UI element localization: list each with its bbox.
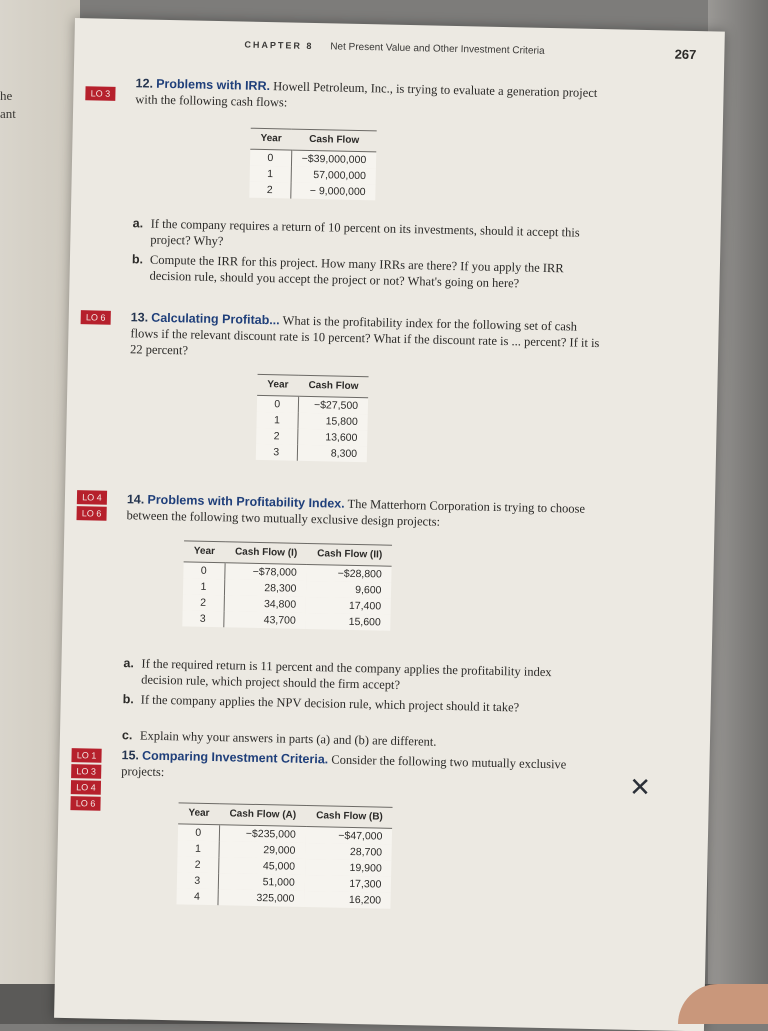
- cash-flow-cell: 29,000: [219, 841, 306, 859]
- problem-12-part-a: [132, 215, 603, 257]
- problem-15: [121, 747, 592, 789]
- cash-flow-cell: −$78,000: [224, 563, 307, 581]
- column-header: Year: [250, 128, 292, 150]
- cash-flow-cell: −$27,500: [298, 396, 368, 414]
- year-cell: 1: [256, 412, 297, 429]
- column-header: Cash Flow: [298, 375, 368, 397]
- cash-flow-table-12: [249, 128, 377, 201]
- year-cell: 1: [250, 166, 291, 183]
- problem-body: Howell Petroleum, Inc., is trying to evaluate a generation project with the following cash flows:: [135, 79, 598, 110]
- column-header: Cash Flow (A): [219, 804, 306, 827]
- lo-tag: LO 4: [71, 780, 101, 795]
- year-cell: 1: [183, 578, 224, 595]
- learning-objective-tags: [76, 490, 107, 521]
- lo-tag: LO 6: [81, 310, 111, 325]
- cash-flow-cell: 51,000: [218, 873, 305, 891]
- running-header: [244, 40, 544, 57]
- excel-icon: ✕: [628, 771, 652, 803]
- cash-flow-cell: −$39,000,000: [291, 150, 376, 168]
- year-cell: 0: [178, 824, 219, 841]
- problem-body: Consider the following two mutually exclusive projects:: [121, 752, 567, 780]
- cash-flow-cell: 45,000: [218, 857, 305, 875]
- cash-flow-cell: −$47,000: [306, 827, 393, 845]
- table-row: [176, 888, 391, 908]
- problem-body: The Matterhorn Corporation is trying to choose between the following two mutually exclusive design projects:: [126, 496, 586, 529]
- cash-flow-cell: 34,800: [224, 595, 307, 613]
- problem-number: 14.: [126, 492, 145, 507]
- year-cell: 2: [177, 856, 218, 873]
- cash-flow-cell: 9,600: [306, 581, 391, 599]
- year-cell: 0: [257, 395, 298, 412]
- cash-flow-cell: 28,300: [224, 579, 307, 597]
- column-header: Year: [184, 541, 226, 563]
- learning-objective-tags: [70, 748, 101, 811]
- problem-14: [126, 491, 597, 533]
- cash-flow-cell: 8,300: [297, 445, 367, 462]
- year-cell: 0: [250, 149, 291, 166]
- year-cell: 3: [177, 872, 218, 889]
- problem-number: 15.: [121, 748, 140, 763]
- problem-title: Problems with Profitability Index.: [147, 492, 345, 511]
- problem-number: 13.: [130, 310, 149, 325]
- lo-tag: LO 4: [77, 490, 107, 505]
- page-number: 267: [674, 46, 697, 63]
- chapter-label: CHAPTER 8: [244, 39, 314, 51]
- textbook-page: [54, 18, 725, 1031]
- cash-flow-cell: 17,300: [305, 875, 392, 893]
- cash-flow-cell: −$28,800: [307, 564, 392, 582]
- cash-flow-table-14: [182, 540, 392, 630]
- table-row: [249, 182, 375, 201]
- cash-flow-cell: 13,600: [297, 429, 367, 446]
- cash-flow-cell: 15,600: [306, 613, 391, 631]
- part-text: If the company applies the NPV decision rule, which project should it take?: [140, 692, 520, 715]
- cash-flow-table-15: [176, 802, 393, 908]
- year-cell: 0: [183, 562, 224, 579]
- part-label: b.: [131, 252, 144, 267]
- problem-number: 12.: [135, 76, 154, 91]
- cash-flow-cell: 19,900: [305, 859, 392, 877]
- part-text: If the required return is 11 percent and the company applies the profitability index decision rule, which project should the firm accept?: [141, 656, 552, 692]
- cash-flow-cell: 43,700: [223, 611, 306, 629]
- cash-flow-table-13: [256, 374, 369, 462]
- year-cell: 2: [256, 428, 297, 445]
- problem-title: Comparing Investment Criteria.: [141, 748, 329, 767]
- part-text: If the company requires a return of 10 percent on its investments, should it accept this project? Why?: [150, 216, 580, 249]
- column-header: Cash Flow (B): [306, 806, 393, 829]
- cash-flow-cell: 15,800: [298, 413, 368, 430]
- part-text: Compute the IRR for this project. How many IRRs are there? If you apply the IRR decision rule, should you accept the project or not? What's going on here?: [149, 252, 564, 291]
- part-text: Explain why your answers in parts (a) and (b) are different.: [139, 728, 437, 749]
- column-header: Cash Flow: [291, 129, 376, 152]
- problem-title: Calculating Profitab...: [151, 310, 280, 328]
- part-label: b.: [122, 692, 134, 707]
- column-header: Cash Flow (I): [225, 542, 308, 565]
- year-cell: 4: [176, 888, 217, 905]
- problem-body: What is the profitability index for the following set of cash flows if the relevant discount rate is 10 percent? What if the discount rate is ... percent? If it is 22 percent?: [129, 313, 600, 358]
- cash-flow-cell: 17,400: [306, 597, 391, 615]
- problem-title: Problems with IRR.: [156, 76, 271, 94]
- part-label: c.: [121, 728, 133, 743]
- part-label: a.: [123, 656, 135, 671]
- year-cell: 3: [256, 444, 297, 461]
- cash-flow-cell: 325,000: [218, 889, 305, 907]
- cash-flow-cell: −$235,000: [219, 825, 306, 843]
- lo-tag: LO 3: [71, 764, 101, 779]
- problem-12-part-b: [131, 251, 602, 293]
- year-cell: 3: [182, 610, 223, 627]
- problem-14-part-a: [123, 655, 594, 697]
- cash-flow-cell: 57,000,000: [291, 167, 376, 185]
- cash-flow-cell: 28,700: [305, 843, 392, 861]
- learning-objective-tags: [81, 310, 111, 325]
- column-header: Cash Flow (II): [307, 543, 392, 566]
- lo-tag: LO 1: [71, 748, 101, 763]
- cash-flow-cell: − 9,000,000: [290, 183, 375, 201]
- lo-tag: LO 6: [70, 796, 100, 811]
- year-cell: 2: [249, 182, 290, 199]
- table-row: [256, 444, 367, 462]
- cash-flow-cell: 16,200: [304, 891, 391, 909]
- column-header: Year: [257, 374, 299, 396]
- margin-fragment: ant: [0, 106, 16, 121]
- year-cell: 1: [177, 840, 218, 857]
- problem-13: [130, 309, 601, 367]
- column-header: Year: [178, 803, 220, 825]
- problem-12: [135, 75, 606, 117]
- part-label: a.: [132, 216, 144, 231]
- learning-objective-tags: [85, 86, 115, 101]
- table-row: [182, 610, 391, 630]
- margin-fragment: he: [0, 88, 13, 103]
- chapter-title: Net Present Value and Other Investment Criteria: [330, 41, 545, 57]
- lo-tag: LO 3: [85, 86, 115, 101]
- lo-tag: LO 6: [76, 506, 106, 521]
- year-cell: 2: [183, 594, 224, 611]
